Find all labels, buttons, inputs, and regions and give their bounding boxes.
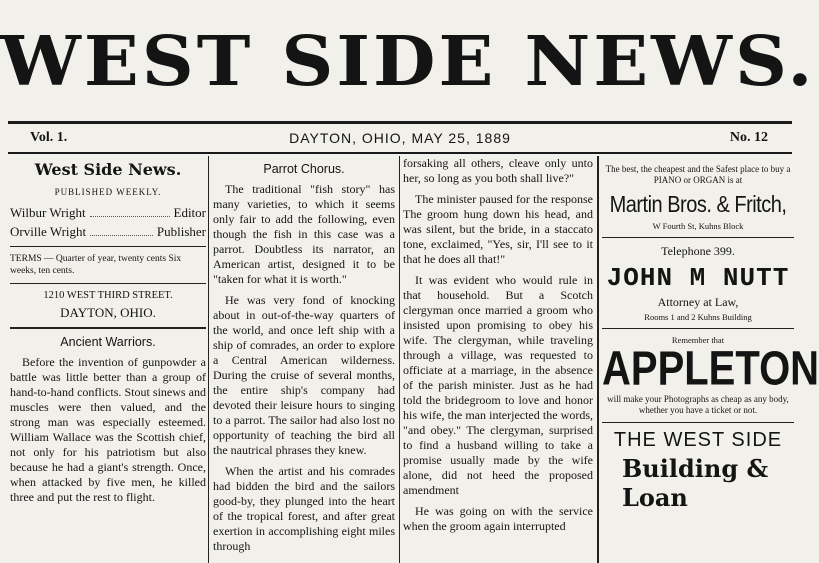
ad-remember: Remember that [671,335,725,345]
divider [10,327,206,329]
article-paragraph: When the artist and his comrades had bidden the bird and the sailors good-by, they plunged into the heart of the tropical forest, and after great exertion in accomplishing eight miles through [213,464,395,553]
dateline-rule [8,152,792,154]
staff-name: Orville Wright [10,224,87,239]
divider [602,237,794,238]
column-divider [399,156,400,563]
divider [10,283,206,284]
ad-building-loan-script: Building & Loan [622,454,769,512]
article-paragraph: The minister paused for the response The groom hung down his head, and was silent, but the bride, in a staccato tone, exclaimed, "Yes, sir, I'll see to it that he does all that!" [403,192,593,266]
ad-photographer-name: APPLETON [602,342,819,396]
column-masthead-info [10,156,206,563]
ad-firm-name: Martin Bros. & Fritch, [609,192,787,218]
ad-piano-intro: The best, the cheapest and the Safest place to buy a PIANO or ORGAN is at [605,164,791,185]
staff-role: Publisher [156,224,206,239]
leader-dots [90,224,153,236]
dateline [8,126,792,150]
column-parrot-chorus [213,156,395,563]
article-paragraph: The traditional "fish story" has many varieties, to which it seems only fair to add the following, even though the fish in this case was a parrot. Doubtless its narrator, an American artist, designed it to be "taken for what it is worth." [213,182,395,286]
divider [602,422,794,423]
column-marriage-story [403,156,593,563]
top-rule [8,121,792,124]
volume-label: Vol. 1. [30,130,68,145]
article-paragraph: Before the invention of gunpowder a battle was little better than a group of hand-to-hand conflicts. Stout sinews and muscles were then valued, and the strong man was especially esteemed. William Wallace was the Scottish chief, not only for his patriotism but also because he had a giant's strength. Once, when attacked by five men, he killed three and put the rest to flight. [10,355,206,504]
issue-number: No. 12 [729,130,768,145]
ad-firm-address: W Fourth St, Kuhns Block [652,221,744,231]
divider [602,328,794,329]
column-divider [597,156,599,563]
column-divider [208,156,209,563]
divider [10,246,206,247]
article-paragraph: forsaking all others, cleave only unto her, so long as you both shall live?" [403,156,593,185]
leader-dots [90,205,170,217]
paper-title: West Side News. [34,160,182,179]
article-paragraph: It was evident who would rule in that household. But a Scotch clergyman once married a groom who insisted upon promising to obey his wife. The clergyman, while traveling through a village, was requested to officiate at a marriage, in the absence of the parish minister. Just as he had told the bridegroom to love and honor his wife, the man interjected the words, "and obey." The clergyman, surprised to find a husband willing to take a promise usually made by the wife alone, did not heed the proposed amendment [403,273,593,497]
staff-name: Wilbur Wright [10,205,86,220]
ad-telephone: Telephone 399. [661,244,735,258]
ad-building-loan-title: THE WEST SIDE [613,429,783,451]
staff-row [10,205,206,221]
city: DAYTON, OHIO. [60,305,156,320]
ad-photographer-text: will make your Photographs as cheap as any body, whether you have a ticket or not. [607,394,789,415]
published-weekly: PUBLISHED WEEKLY. [54,187,162,197]
column-advertisements [602,156,819,563]
staff-role: Editor [173,205,206,220]
terms-text: TERMS — Quarter of year, twenty cents Six weeks, ten cents. [10,254,182,276]
article-paragraph: He was very fond of knocking about in out-of-the-way quarters of the world, and once left ship with a ship of comrades, an order to explore a Central American wilderness. During the cruise of several months, the entire ship's company had devoted their leisure hours to singing to a parrot. The sailor had also lost no opportunity of teaching the bird all the nautrical phrases they knew. [213,293,395,457]
article-title-parrot-chorus: Parrot Chorus. [263,162,345,176]
article-title-ancient-warriors: Ancient Warriors. [60,335,156,349]
issue-date: DAYTON, OHIO, MAY 25, 1889 [289,130,511,146]
ad-attorney-role: Attorney at Law, [657,295,739,309]
street-address: 1210 WEST THIRD STREET. [43,290,173,301]
ad-attorney-address: Rooms 1 and 2 Kuhns Building [644,312,752,322]
staff-row [10,224,206,240]
ad-attorney-name: JOHN M NUTT [606,263,790,293]
article-paragraph: He was going on with the service when the groom again interrupted [403,504,593,533]
masthead-title: WEST SIDE NEWS. [0,20,816,101]
